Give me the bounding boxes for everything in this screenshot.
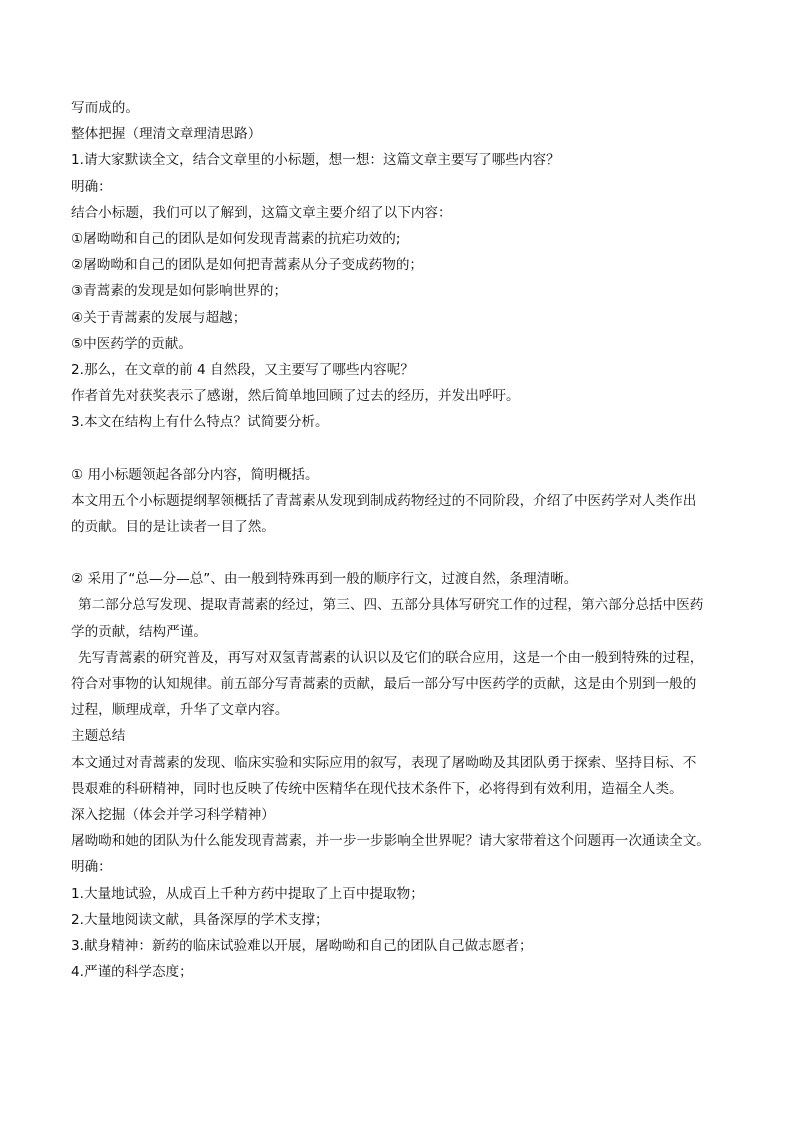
list-item: 3.献身精神：新药的临床试验难以开展，屠呦呦和自己的团队自己做志愿者； bbox=[71, 938, 533, 955]
list-item: ③青蒿素的发现是如何影响世界的； bbox=[71, 283, 288, 300]
text-line: 写而成的。 bbox=[71, 100, 139, 116]
paragraph-gap bbox=[71, 436, 731, 462]
document-body bbox=[71, 95, 731, 986]
section-heading: 深入挖掘（体会并学习科学精神） bbox=[71, 807, 275, 824]
answer-label: 明确： bbox=[71, 178, 112, 195]
section-heading: 整体把握（理清文章理清思路） bbox=[71, 126, 262, 143]
section-heading: 主题总结 bbox=[71, 728, 126, 745]
text-line: 本文用五个小标题提纲挈领概括了青蒿素从发现到制成药物经过的不同阶段，介绍了中医药学对人类作出 bbox=[71, 492, 697, 509]
text-line: 符合对事物的认知规律。前五部分写青蒿素的贡献，最后一部分写中医药学的贡献，这是由个别到一般的 bbox=[71, 676, 697, 693]
paragraph-gap bbox=[71, 540, 731, 566]
question-text: 2.那么，在文章的前 4 自然段，又主要写了哪些内容呢？ bbox=[71, 362, 414, 379]
text-line: 作者首先对获奖表示了感谢，然后简单地回顾了过去的经历，并发出呼吁。 bbox=[71, 388, 520, 405]
question-text: 屠呦呦和她的团队为什么能发现青蒿素，并一步一步影响全世界呢？请大家带着这个问题再一次通读全文。 bbox=[71, 833, 710, 850]
point-heading: ② 采用了“总—分—总”、由一般到特殊再到一般的顺序行文，过渡自然，条理清晰。 bbox=[71, 571, 578, 588]
text-line: 畏艰难的科研精神，同时也反映了传统中医精华在现代技术条件下，必将得到有效利用，造福全人类。 bbox=[71, 780, 683, 797]
text-line: 本文通过对青蒿素的发现、临床实验和实际应用的叙写，表现了屠呦呦及其团队勇于探索、坚持目标、不 bbox=[71, 754, 697, 771]
question-text: 1.请大家默读全文，结合文章里的小标题，想一想：这篇文章主要写了哪些内容？ bbox=[71, 152, 560, 169]
list-item: 1.大量地试验，从成百上千种方药中提取了上百中提取物； bbox=[71, 885, 424, 902]
point-heading: ① 用小标题领起各部分内容，简明概括。 bbox=[71, 466, 319, 483]
list-item: ②屠呦呦和自己的团队是如何把青蒿素从分子变成药物的； bbox=[71, 257, 424, 274]
text-line: 第二部分总写发现、提取青蒿素的经过，第三、四、五部分具体写研究工作的过程，第六部分总括中医药 bbox=[78, 597, 704, 614]
text-line: 学的贡献，结构严谨。 bbox=[71, 623, 207, 640]
text-line: 的贡献。目的是让读者一目了然。 bbox=[71, 519, 275, 536]
list-item: 2.大量地阅读文献，具备深厚的学术支撑； bbox=[71, 911, 329, 928]
list-item: ⑤中医药学的贡献。 bbox=[71, 335, 192, 352]
text-line: 结合小标题，我们可以了解到，这篇文章主要介绍了以下内容： bbox=[71, 204, 452, 221]
list-item: 4.严谨的科学态度； bbox=[71, 964, 193, 981]
text-line: 先写青蒿素的研究普及，再写对双氢青蒿素的认识以及它们的联合应用，这是一个由一般到特殊的过程， bbox=[78, 649, 704, 666]
list-item: ④关于青蒿素的发展与超越； bbox=[71, 309, 247, 326]
text-line: 过程，顺理成章，升华了文章内容。 bbox=[71, 702, 289, 719]
list-item: ①屠呦呦和自己的团队是如何发现青蒿素的抗疟功效的; bbox=[71, 231, 401, 248]
answer-label: 明确： bbox=[71, 859, 112, 876]
question-text: 3.本文在结构上有什么特点？试简要分析。 bbox=[71, 414, 329, 431]
